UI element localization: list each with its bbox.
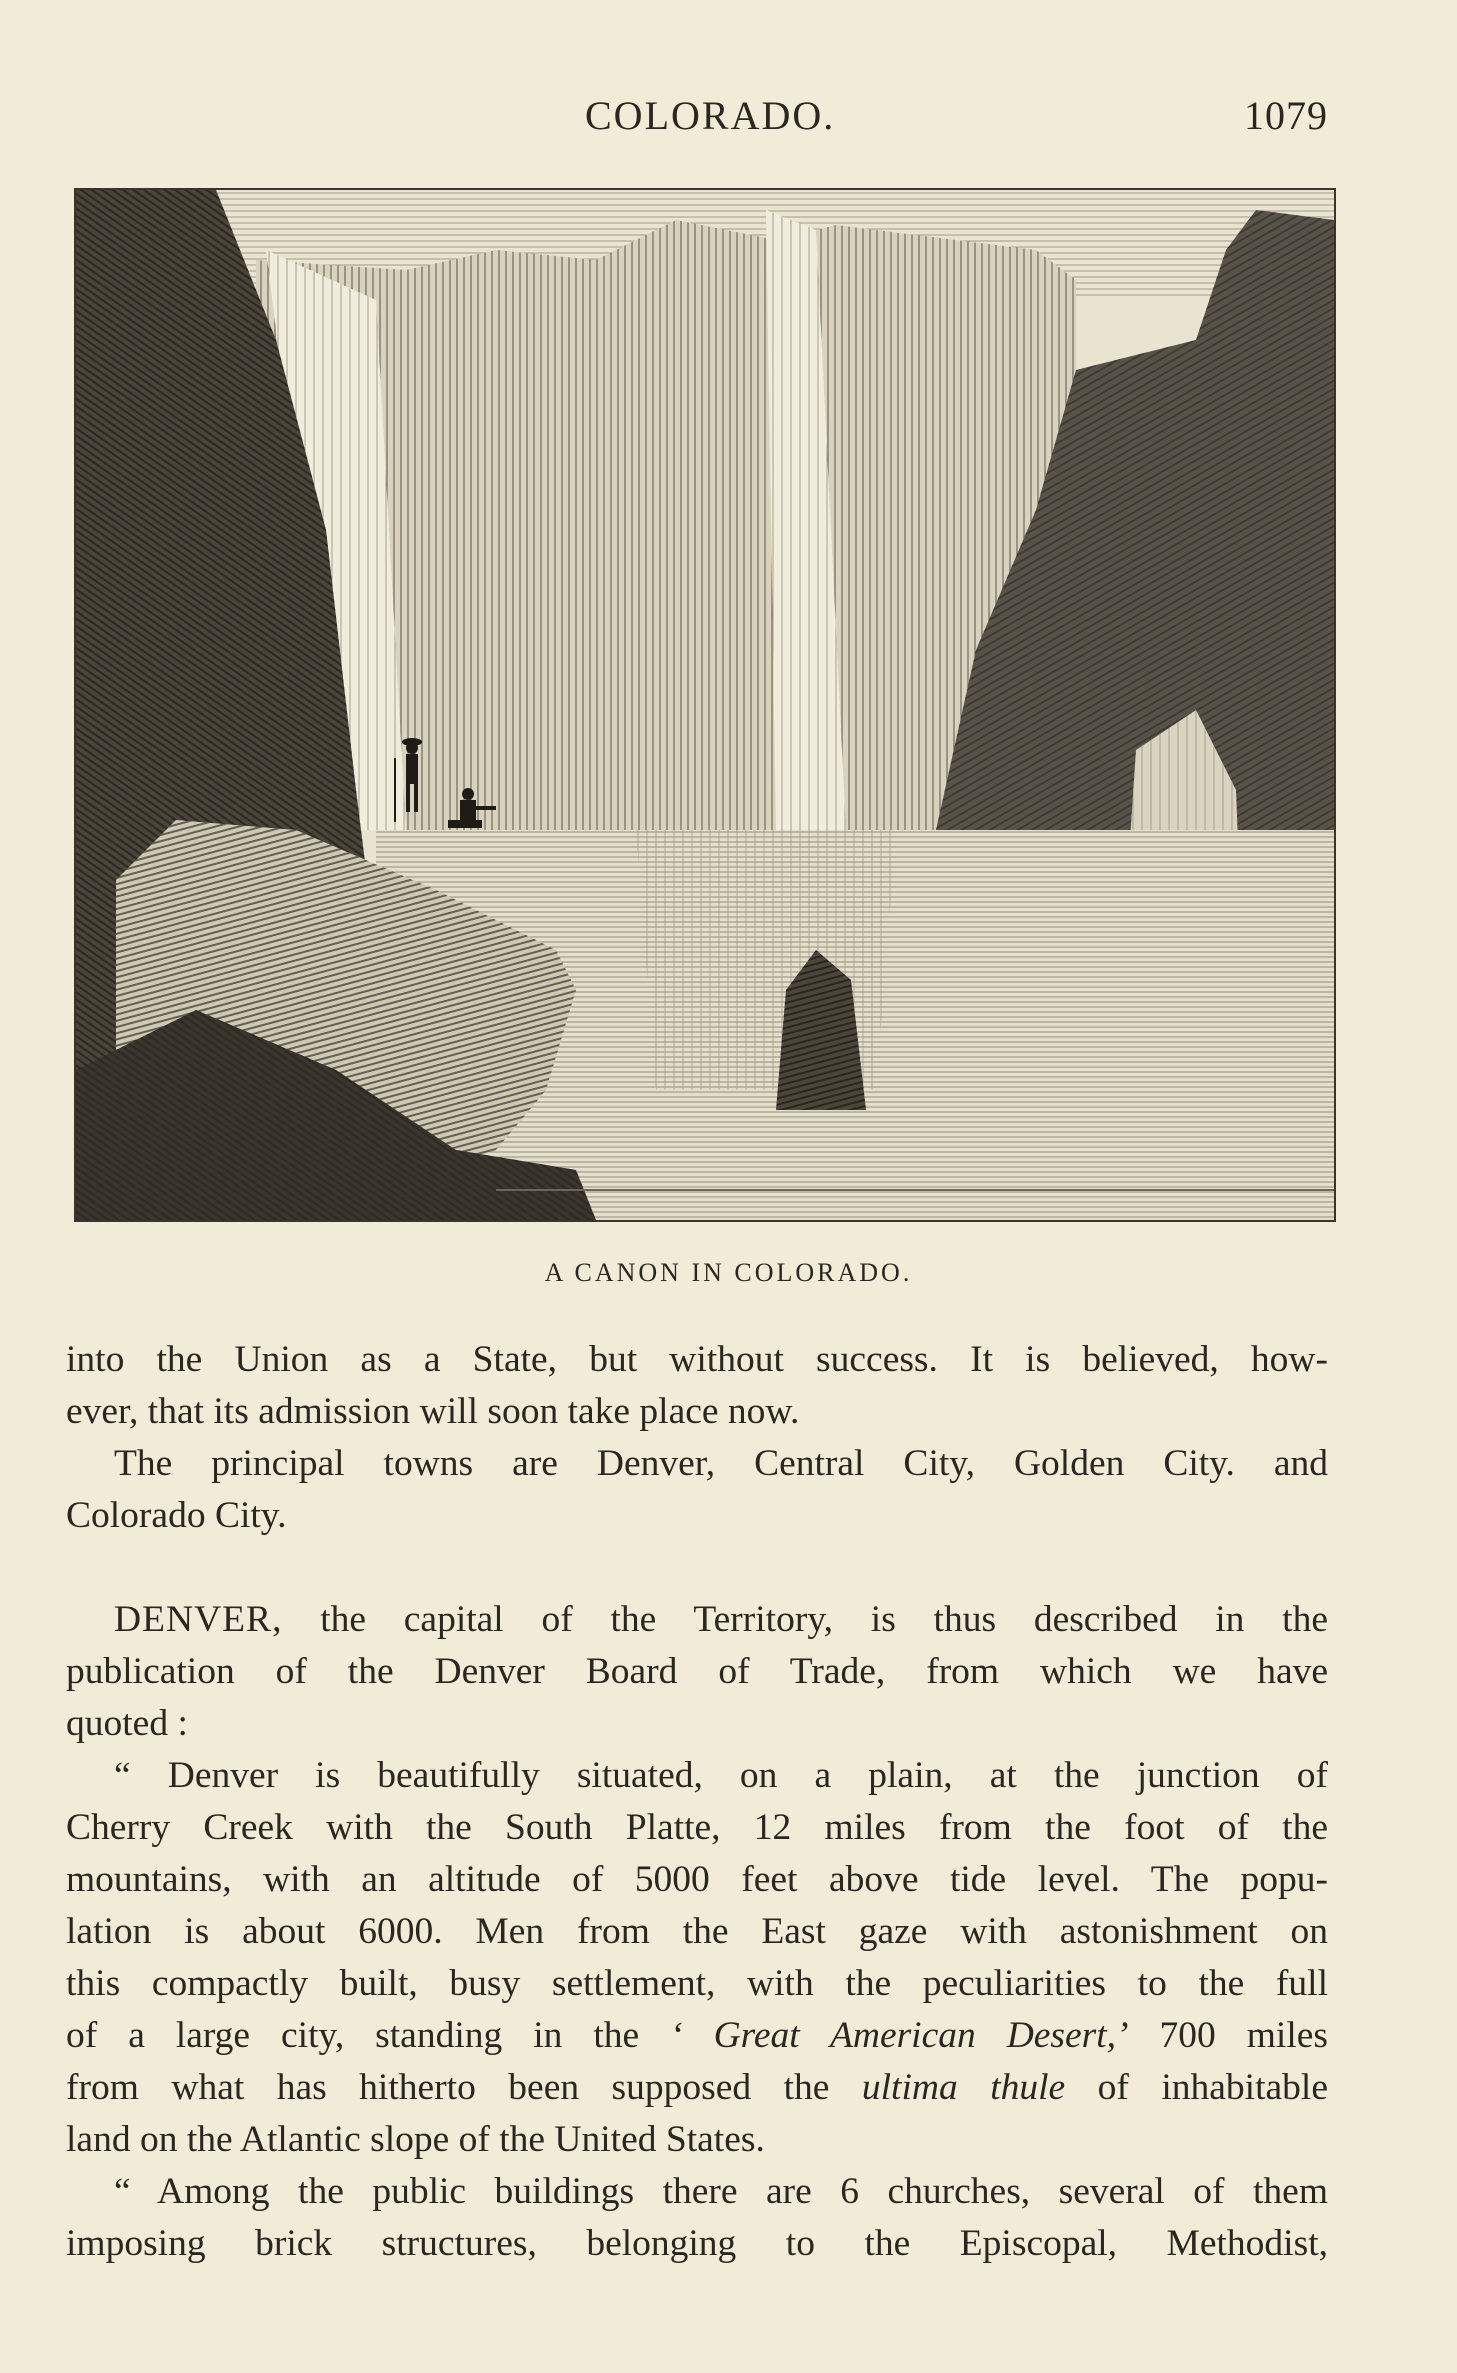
paragraph-gap bbox=[66, 1542, 1328, 1594]
running-head bbox=[0, 92, 1457, 140]
text-run: from what has hitherto been supposed the bbox=[66, 2067, 862, 2108]
running-title: COLORADO. bbox=[585, 93, 836, 138]
paragraph-line: mountains, with an altitude of 5000 feet above tide level. The popu- bbox=[66, 1859, 1328, 1900]
paragraph-line: Cherry Creek with the South Platte, 12 miles from the foot of the bbox=[66, 1807, 1328, 1848]
paragraph-line: this compactly built, busy settlement, with the peculiarities to the full bbox=[66, 1963, 1328, 2004]
paragraph-line: “ Among the public buildings there are 6 churches, several of them bbox=[114, 2171, 1328, 2212]
paragraph-line: quoted : bbox=[66, 1703, 188, 1744]
paragraph-line: The principal towns are Denver, Central City, Golden City. and bbox=[114, 1443, 1328, 1484]
text-run: the capital of the Territory, is thus described in the bbox=[282, 1599, 1328, 1640]
denver-lead: DENVER, bbox=[114, 1599, 283, 1640]
paragraph-line: imposing brick structures, belonging to the Episcopal, Methodist, bbox=[66, 2223, 1328, 2264]
page-number: 1079 bbox=[1244, 93, 1328, 138]
paragraph-line bbox=[66, 2062, 1328, 2114]
text-run: of inhabitable bbox=[1065, 2067, 1328, 2108]
paragraph-line: into the Union as a State, but without success. It is believed, how- bbox=[66, 1339, 1328, 1380]
paragraph-line: ever, that its admission will soon take place now. bbox=[66, 1391, 800, 1432]
paragraph-line: publication of the Denver Board of Trade, from which we have bbox=[66, 1651, 1328, 1692]
paragraph-line bbox=[66, 2010, 1328, 2062]
paragraph-line: lation is about 6000. Men from the East gaze with astonishment on bbox=[66, 1911, 1328, 1952]
canyon-engraving bbox=[74, 188, 1336, 1222]
paragraph-line: “ Denver is beautifully situated, on a plain, at the junction of bbox=[114, 1755, 1328, 1796]
text-run-italic: ultima thule bbox=[861, 2067, 1066, 2108]
figure-caption: A CANON IN COLORADO. bbox=[544, 1258, 913, 1287]
body-text bbox=[66, 1334, 1328, 2270]
paragraph-line: Colorado City. bbox=[66, 1495, 287, 1536]
text-run: 700 miles bbox=[1128, 2015, 1328, 2056]
paragraph-line bbox=[66, 1594, 1328, 1646]
text-run: of a large city, standing in the bbox=[66, 2015, 671, 2056]
text-run-italic: ‘ Great American Desert,’ bbox=[670, 2015, 1129, 2056]
paragraph-line: land on the Atlantic slope of the United States. bbox=[66, 2119, 765, 2160]
